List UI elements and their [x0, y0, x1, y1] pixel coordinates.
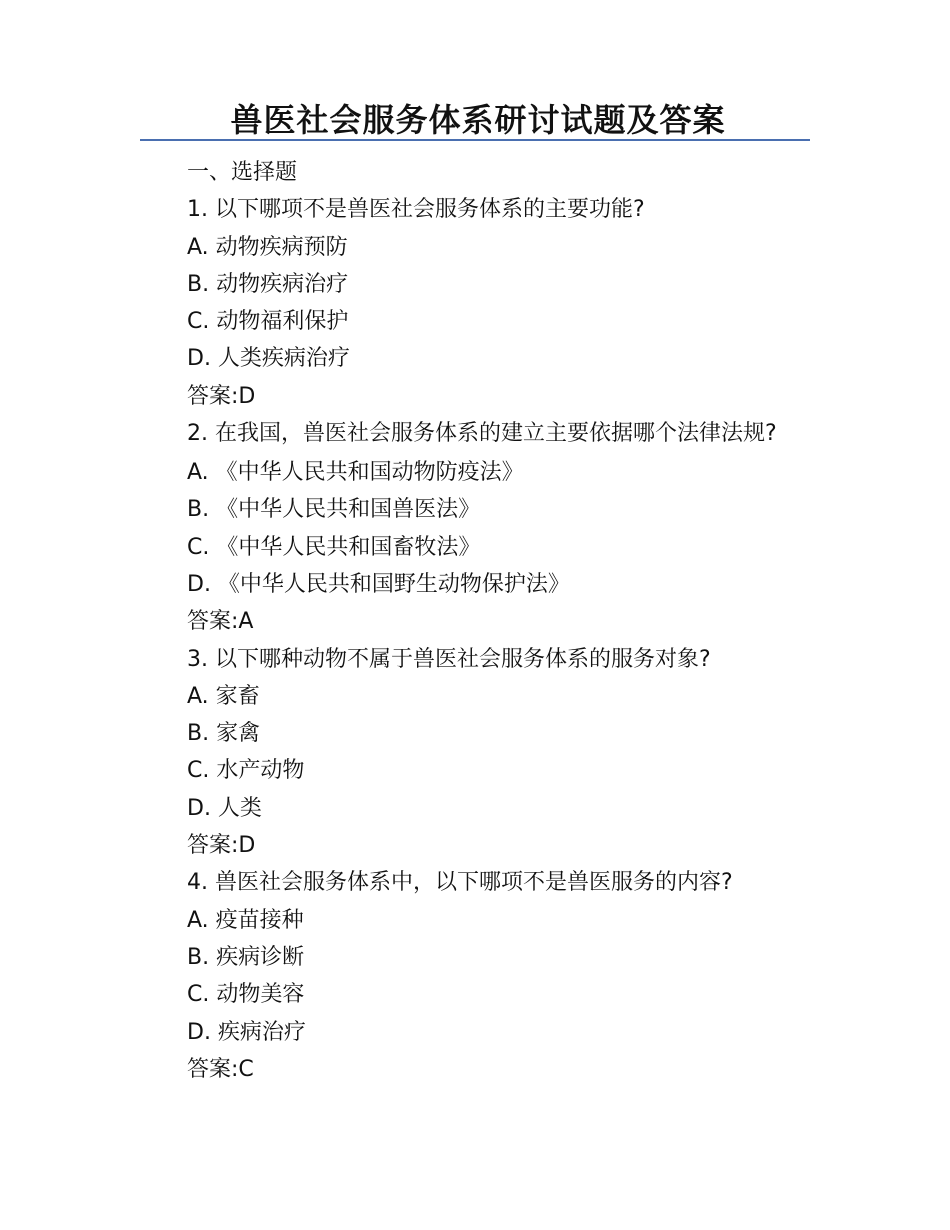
option-b: B. 动物疾病治疗 — [187, 271, 349, 297]
answer-text: 答案:D — [187, 833, 256, 859]
question-text: 1. 以下哪项不是兽医社会服务体系的主要功能? — [187, 197, 645, 223]
option-a: A. 家畜 — [187, 683, 260, 709]
question-text: 3. 以下哪种动物不属于兽医社会服务体系的服务对象? — [187, 646, 711, 672]
option-d: D. 《中华人民共和国野生动物保护法》 — [187, 571, 570, 597]
question-block-4 — [140, 864, 820, 1088]
question-block-2 — [140, 417, 820, 640]
question-text: 4. 兽医社会服务体系中，以下哪项不是兽医服务的内容? — [187, 870, 733, 896]
answer-text: 答案:A — [187, 609, 254, 635]
answer-text: 答案:D — [187, 383, 256, 409]
option-b: B. 家禽 — [187, 721, 261, 747]
option-d: D. 疾病治疗 — [187, 1019, 306, 1045]
question-text: 2. 在我国，兽医社会服务体系的建立主要依据哪个法律法规? — [187, 421, 777, 447]
option-a: A. 疫苗接种 — [187, 907, 304, 933]
answer-text: 答案:C — [187, 1056, 254, 1082]
title-underline — [140, 139, 810, 141]
option-b: B. 《中华人民共和国兽医法》 — [187, 497, 481, 523]
option-c: C. 水产动物 — [187, 758, 305, 784]
document-body — [140, 154, 820, 1088]
question-block-3 — [140, 641, 820, 865]
option-c: C. 动物福利保护 — [187, 309, 349, 335]
option-d: D. 人类 — [187, 795, 262, 821]
section-heading: 一、选择题 — [187, 160, 298, 185]
option-b: B. 疾病诊断 — [187, 944, 305, 970]
option-c: C. 动物美容 — [187, 982, 305, 1008]
question-block-1 — [140, 191, 820, 415]
option-d: D. 人类疾病治疗 — [187, 346, 350, 372]
option-c: C. 《中华人民共和国畜牧法》 — [187, 534, 481, 560]
document-title: 兽医社会服务体系研讨试题及答案 — [230, 101, 726, 139]
option-a: A. 动物疾病预防 — [187, 234, 348, 260]
option-a: A. 《中华人民共和国动物防疫法》 — [187, 460, 524, 486]
